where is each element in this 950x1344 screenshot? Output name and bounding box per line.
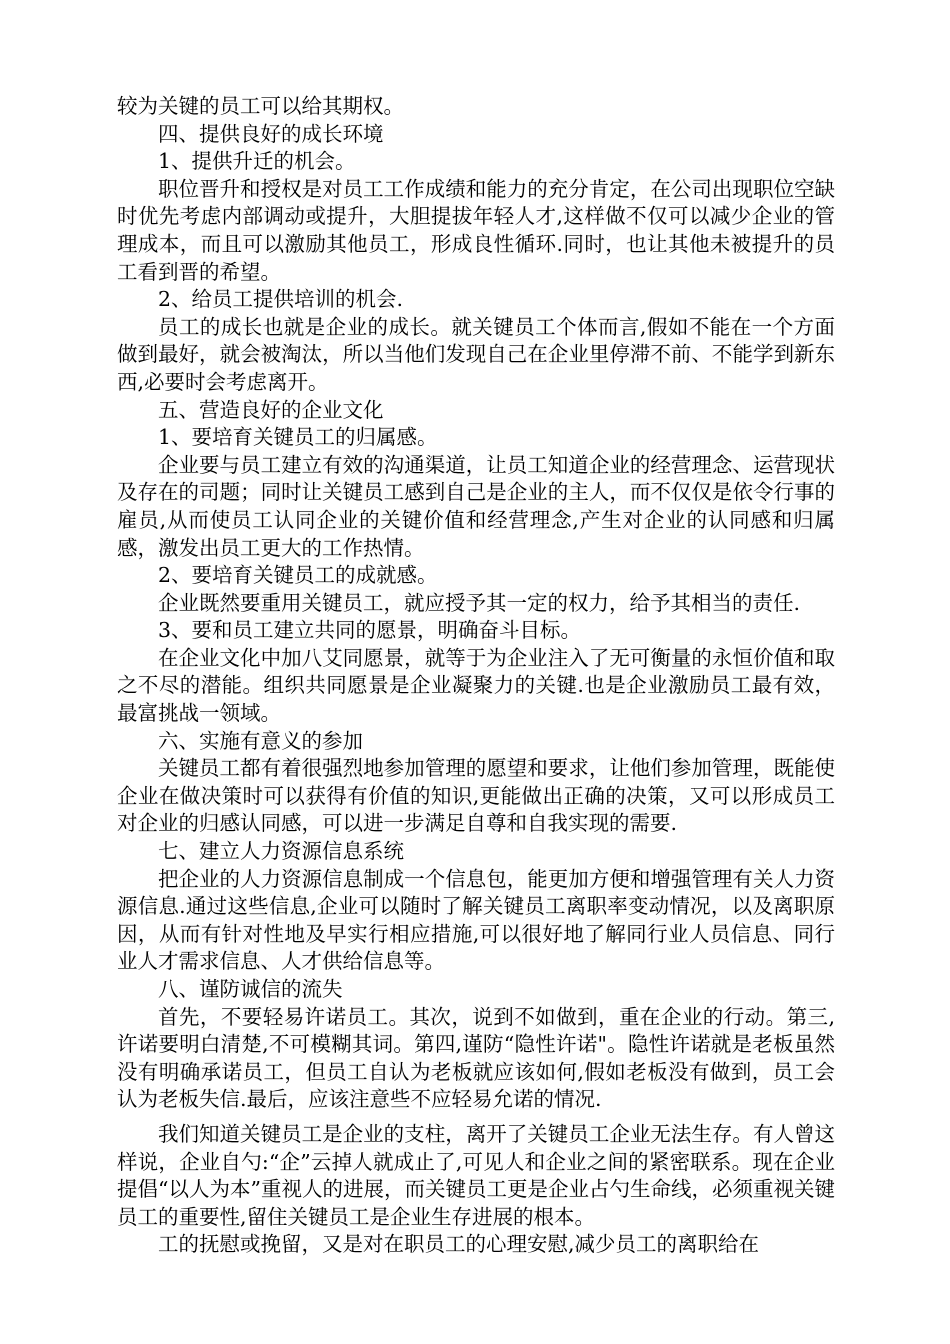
- subheading-promotion: 1、提供升迁的机会。: [158, 149, 356, 174]
- paragraph-0: 较为关键的员工可以给其期权。: [117, 94, 404, 118]
- paragraph-participation: 关键员工都有着很强烈地参加管理的愿望和要求，让他们参加管理，既能使企业在做决策时可以获得有价值的知识,更能做出正确的决策，又可以形成员工对企业的归感认同感，可以进一步满足自尊和自我实现的需要.: [117, 756, 835, 836]
- paragraph-achievement: 企业既然要重用关键员工，就应授予其一定的权力，给予其相当的责任.: [158, 590, 801, 615]
- section-heading-5: 五、营造良好的企业文化: [158, 397, 384, 422]
- paragraph-integrity: 首先，不要轻易许诺员工。其次，说到不如做到，重在企业的行动。第三,许诺要明白清楚,不可模糊其词。第四,谨防“隐性许诺"。隐性许诺就是老板虽然没有明确承诺员工，但员工自认为老板就应该如何,假如老板没有做到，员工会认为老板失信.最后，应该注意些不应轻易允诺的情况.: [117, 1004, 835, 1112]
- paragraph-hr-system: 把企业的人力资源信息制成一个信息包，能更加方便和增强管理有关人力资源信息.通过这些信息,企业可以随时了解关键员工离职率变动情况，以及离职原因，从而有针对性地及早实行相应措施,可以很好地了解同行业人员信息、同行业人才需求信息、人才供给信息等。: [117, 866, 835, 974]
- section-heading-6: 六、实施有意义的参加: [158, 728, 363, 753]
- paragraph-conclusion: 我们知道关键员工是企业的支柱，离开了关键员工企业无法生存。有人曾这样说，企业自勺:“企”云掉人就成止了,可见人和企业之间的紧密联系。现在企业提倡“以人为本”重视人的进展，而关键员工更是企业占勺生命线，必须重视关键员工的重要性,留住关键员工是企业生存进展的根本。: [117, 1121, 835, 1229]
- paragraph-promotion: 职位晋升和授权是对员工工作成绩和能力的充分肯定，在公司出现职位空缺时优先考虑内部调动或提升，大胆提拔年轻人才,这样做不仅可以减少企业的管理成本，而且可以激励其他员工，形成良性循环.同时，也让其他未被提升的员工看到晋的希望。: [117, 176, 835, 284]
- section-heading-4: 四、提供良好的成长环境: [158, 121, 384, 146]
- section-heading-8: 八、谨防诚信的流失: [158, 977, 343, 1001]
- subheading-belonging: 1、要培育关键员工的归属感。: [158, 425, 438, 450]
- paragraph-belonging: 企业要与员工建立有效的沟通渠道，让员工知道企业的经营理念、运营现状及存在的司题；同时让关键员工感到自己是企业的主人，而不仅仅是依令行事的雇员,从而使员工认同企业的关键价值和经营理念,产生对企业的认同感和归属感，激发出员工更大的工作热情。: [117, 452, 835, 560]
- subheading-vision: 3、要和员工建立共同的愿景，明确奋斗目标。: [158, 618, 582, 643]
- subheading-training: 2、给员工提供培训的机会.: [158, 287, 404, 312]
- section-heading-7: 七、建立人力资源信息系统: [158, 839, 404, 864]
- paragraph-trailing: 工的抚慰或挽留，又是对在职员工的心理安慰,减少员工的离职给在: [158, 1232, 760, 1257]
- document-page: [117, 93, 835, 1259]
- paragraph-vision: 在企业文化中加八艾同愿景，就等于为企业注入了无可衡量的永恒价值和取之不尽的潜能。组织共同愿景是企业凝聚力的关键.也是企业激励员工最有效，最富挑战一领域。: [117, 645, 835, 726]
- subheading-achievement: 2、要培育关键员工的成就感。: [158, 563, 438, 588]
- paragraph-training: 员工的成长也就是企业的成长。就关键员工个体而言,假如不能在一个方面做到最好，就会被淘汰，所以当他们发现自己在企业里停滞不前、不能学到新东西,必要时会考虑离开。: [117, 314, 835, 394]
